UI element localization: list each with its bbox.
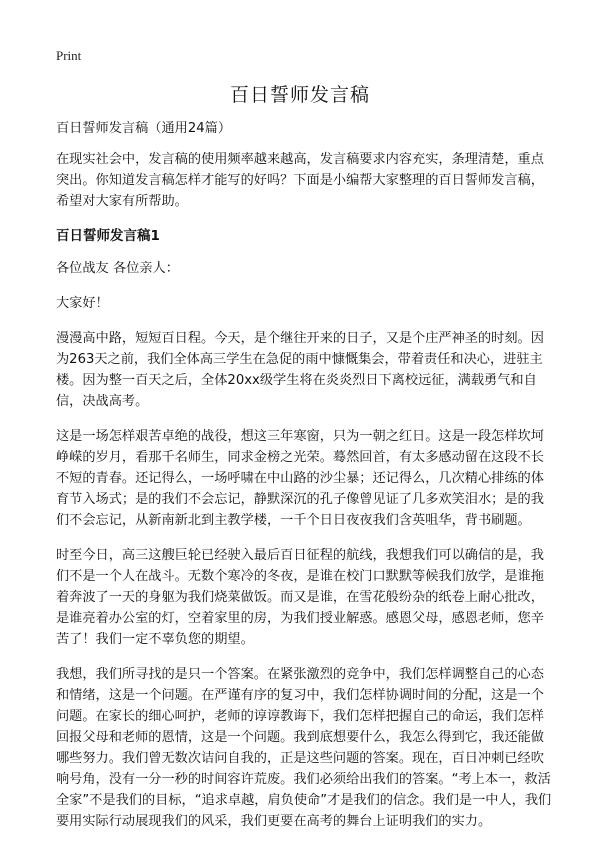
salutation-line: 大家好！ xyxy=(56,296,109,311)
document-body xyxy=(56,118,552,846)
print-link[interactable]: Print xyxy=(56,48,82,63)
greeting-line: 各位战友 各位亲人： xyxy=(56,261,179,276)
document-subtitle: 百日誓师发言稿（通用24篇） xyxy=(56,121,232,136)
body-paragraph: 这是一场怎样艰苦卓绝的战役，想这三年寒窗，只为一朝之红日。这是一段怎样坎坷峥嵘的岁月，看那千名师生，同求金榜之光荣。蓦然回首，有太多感动留在这段不长不短的青春。还记得么，一场呼啸在中山路的沙尘暴；还记得么，几次精心排练的体育节入场式；是的我们不会忘记，静默深沉的孔子像曾见证了几多欢笑泪水；是的我们不会忘记，从新南新北到主教学楼，一千个日日夜夜我们含英咀华，背书刷题。 xyxy=(56,429,544,528)
body-paragraph: 时至今日，高三这艘巨轮已经驶入最后百日征程的航线，我想我们可以确信的是，我们不是一个人在战斗。无数个寒冷的冬夜，是谁在校门口默默等候我们放学，是谁拖着奔波了一天的身躯为我们烧菜做饭。而又是谁，在雪花般纷杂的纸卷上耐心批改，是谁亮着办公室的灯，空着家里的房，为我们授业解惑。感恩父母，感恩老师，您辛苦了！我们一定不辜负您的期望。 xyxy=(56,548,544,647)
intro-paragraph: 在现实社会中，发言稿的使用频率越来越高，发言稿要求内容充实，条理清楚，重点突出。你知道发言稿怎样才能写的好吗？下面是小编帮大家整理的百日誓师发言稿，希望对大家有所帮助。 xyxy=(56,152,544,209)
body-paragraph: 我想，我们所寻找的是只一个答案。在紧张激烈的竞争中，我们怎样调整自己的心态和情绪，这是一个问题。在严谨有序的复习中，我们怎样协调时间的分配，这是一个问题。在家长的细心呵护，老师的谆谆教诲下，我们怎样把握自己的命运，我们怎样回报父母和老师的恩情，这是一个问题。我到底想要什么，我怎么得到它，我还能做哪些努力。我们曾无数次诘问自我的，正是这些问题的答案。现在，百日冲刺已经吹响号角，没有一分一秒的时间容许荒废。我们必须给出我们的答案。“考上本一，救活全家”不是我们的目标，“追求卓越，肩负使命”才是我们的信念。我们是一中人，我们要用实际行动展现我们的风采，我们更要在高考的舞台上证明我们的实力。 xyxy=(56,667,552,829)
page-title: 百日誓师发言稿 xyxy=(229,84,370,106)
body-paragraph: 漫漫高中路，短短百日程。今天，是个继往开来的日子，又是个庄严神圣的时刻。因为263天之前，我们全体高三学生在急促的雨中慷慨集会，带着责任和决心，进驻主楼。因为整一百天之后，全体20xx级学生将在炎炎烈日下离校远征，满载勇气和自信，决战高考。 xyxy=(56,331,544,409)
section-heading: 百日誓师发言稿1 xyxy=(56,228,160,244)
